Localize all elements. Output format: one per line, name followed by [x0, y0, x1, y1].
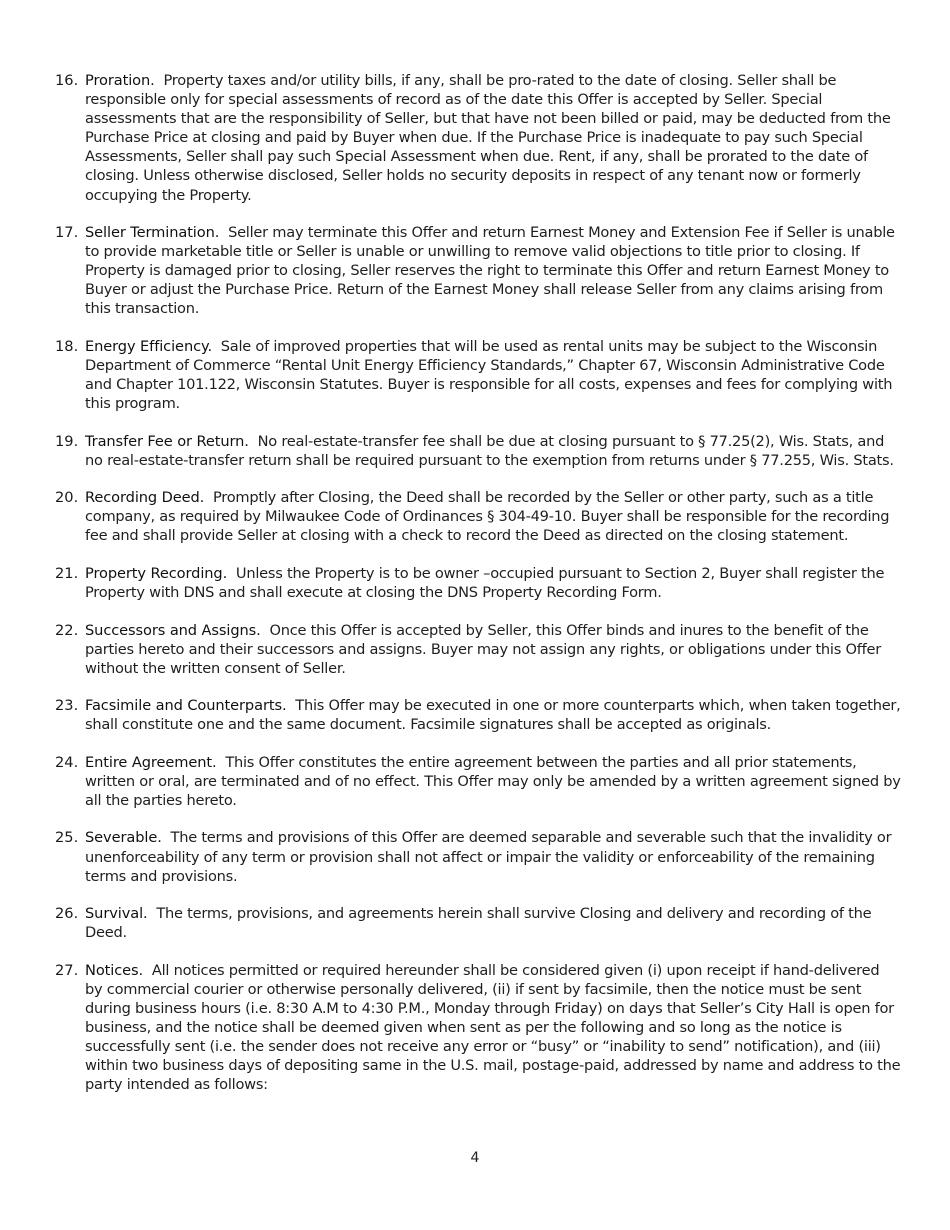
clause-number: 21. — [55, 564, 79, 582]
clause-text: The terms, provisions, and agreements herein shall survive Closing and delivery and recording of the Deed. — [85, 905, 872, 942]
clause-19 — [55, 432, 901, 470]
clause-number: 25. — [55, 829, 79, 847]
clause-17 — [55, 223, 901, 318]
clause-27 — [55, 961, 901, 1095]
clause-number: 27. — [55, 961, 79, 979]
clause-21 — [55, 564, 901, 602]
clause-heading: Notices. — [85, 961, 144, 979]
clause-body — [85, 71, 901, 205]
clause-list — [55, 71, 901, 1113]
page-number: 4 — [470, 1150, 480, 1166]
clause-number: 24. — [55, 753, 79, 771]
clause-number: 17. — [55, 224, 79, 242]
clause-heading: Severable. — [85, 829, 162, 847]
clause-body — [85, 621, 901, 678]
clause-number: 26. — [55, 905, 79, 923]
clause-20 — [55, 488, 901, 545]
clause-body — [85, 904, 901, 942]
clause-heading: Recording Deed. — [85, 489, 205, 507]
clause-text: This Offer may be executed in one or more counterparts which, when taken together, shall constitute one and the same document. Facsimile signatures shall be accepted as originals. — [85, 697, 901, 734]
clause-number: 18. — [55, 337, 79, 355]
clause-text: All notices permitted or required hereunder shall be considered given (i) upon receipt if hand-delivered by commercial courier or otherwise personally delivered, (ii) if sent by facsimile, then the notice must be sent during business hours (i.e. 8:30 A.M to 4:30 P.M., Monday through Friday) on days that Seller’s City Hall is open for business, and the notice shall be deemed given when sent as per the following and so long as the notice is successfully sent (i.e. the sender does not receive any error or “busy” or “inability to send” notification), and (iii) within two business days of depositing same in the U.S. mail, postage-paid, addressed by name and address to the party intended as follows: — [85, 961, 901, 1094]
clause-body — [85, 828, 901, 885]
clause-heading: Seller Termination. — [85, 224, 220, 242]
clause-body — [85, 696, 901, 734]
clause-text: Promptly after Closing, the Deed shall be recorded by the Seller or other party, such as a title company, as required by Milwaukee Code of Ordinances § 304-49-10. Buyer shall be responsible for the recording fee and shall provide Seller at closing with a check to record the Deed as directed on the closing statement. — [85, 489, 890, 545]
clause-text: Property taxes and/or utility bills, if any, shall be pro-rated to the date of closing. Seller shall be responsible only for special assessments of record as of the date this Offer is accepted by Seller. Special assessments that are the responsibility of Seller, but that have not been billed or paid, may be deducted from the Purchase Price at closing and paid by Buyer when due. If the Purchase Price is inadequate to pay such Special Assessments, Seller shall pay such Special Assessment when due. Rent, if any, shall be prorated to the date of closing. Unless otherwise disclosed, Seller holds no security deposits in respect of any tenant now or formerly occupying the Property. — [85, 72, 891, 204]
clause-heading: Proration. — [85, 72, 155, 89]
clause-heading: Property Recording. — [85, 564, 228, 582]
clause-26 — [55, 904, 901, 942]
clause-body — [85, 337, 901, 413]
clause-body — [85, 223, 901, 318]
clause-24 — [55, 753, 901, 810]
clause-number: 16. — [55, 72, 79, 89]
clause-number: 20. — [55, 489, 79, 507]
clause-22 — [55, 621, 901, 678]
clause-body — [85, 488, 901, 545]
clause-text: The terms and provisions of this Offer are deemed separable and severable such that the invalidity or unenforceability of any term or provision shall not affect or impair the validity or enforceability of the remaining terms and provisions. — [85, 829, 892, 885]
clause-number: 23. — [55, 697, 79, 715]
clause-heading: Entire Agreement. — [85, 753, 217, 771]
clause-text: This Offer constitutes the entire agreement between the parties and all prior statements, written or oral, are terminated and of no effect. This Offer may only be amended by a written agreement signed by all the parties hereto. — [85, 753, 901, 809]
clause-text: Seller may terminate this Offer and return Earnest Money and Extension Fee if Seller is unable to provide marketable title or Seller is unable or unwilling to remove valid objections to title prior to closing. If Property is damaged prior to closing, Seller reserves the right to terminate this Offer and return Earnest Money to Buyer or adjust the Purchase Price. Return of the Earnest Money shall release Seller from any claims arising from this transaction. — [85, 224, 895, 318]
clause-body — [85, 753, 901, 810]
clause-heading: Energy Efficiency. — [85, 337, 213, 355]
clause-18 — [55, 337, 901, 413]
clause-body — [85, 961, 901, 1095]
clause-text: Sale of improved properties that will be used as rental units may be subject to the Wisconsin Department of Commerce “Rental Unit Energy Efficiency Standards,” Chapter 67, Wisconsin Administrative Code and Chapter 101.122, Wisconsin Statutes. Buyer is responsible for all costs, expenses and fees for complying with this program. — [85, 337, 893, 413]
clause-number: 19. — [55, 432, 79, 450]
clause-heading: Survival. — [85, 905, 148, 923]
clause-number: 22. — [55, 621, 79, 639]
clause-text: Once this Offer is accepted by Seller, this Offer binds and inures to the benefit of the parties hereto and their successors and assigns. Buyer may not assign any rights, or obligations under this Offer without the written consent of Seller. — [85, 621, 881, 677]
clause-heading: Transfer Fee or Return. — [85, 432, 249, 450]
clause-25 — [55, 828, 901, 885]
clause-body — [85, 564, 901, 602]
clause-body — [85, 432, 901, 470]
clause-text: Unless the Property is to be owner –occupied pursuant to Section 2, Buyer shall register the Property with DNS and shall execute at closing the DNS Property Recording Form. — [85, 564, 885, 602]
clause-16 — [55, 71, 901, 205]
clause-text: No real-estate-transfer fee shall be due at closing pursuant to § 77.25(2), Wis. Stats, and no real-estate-transfer return shall be required pursuant to the exemption from returns under § 77.255, Wis. Stats. — [85, 432, 894, 469]
clause-heading: Facsimile and Counterparts. — [85, 697, 287, 715]
clause-23 — [55, 696, 901, 734]
clause-heading: Successors and Assigns. — [85, 621, 261, 639]
